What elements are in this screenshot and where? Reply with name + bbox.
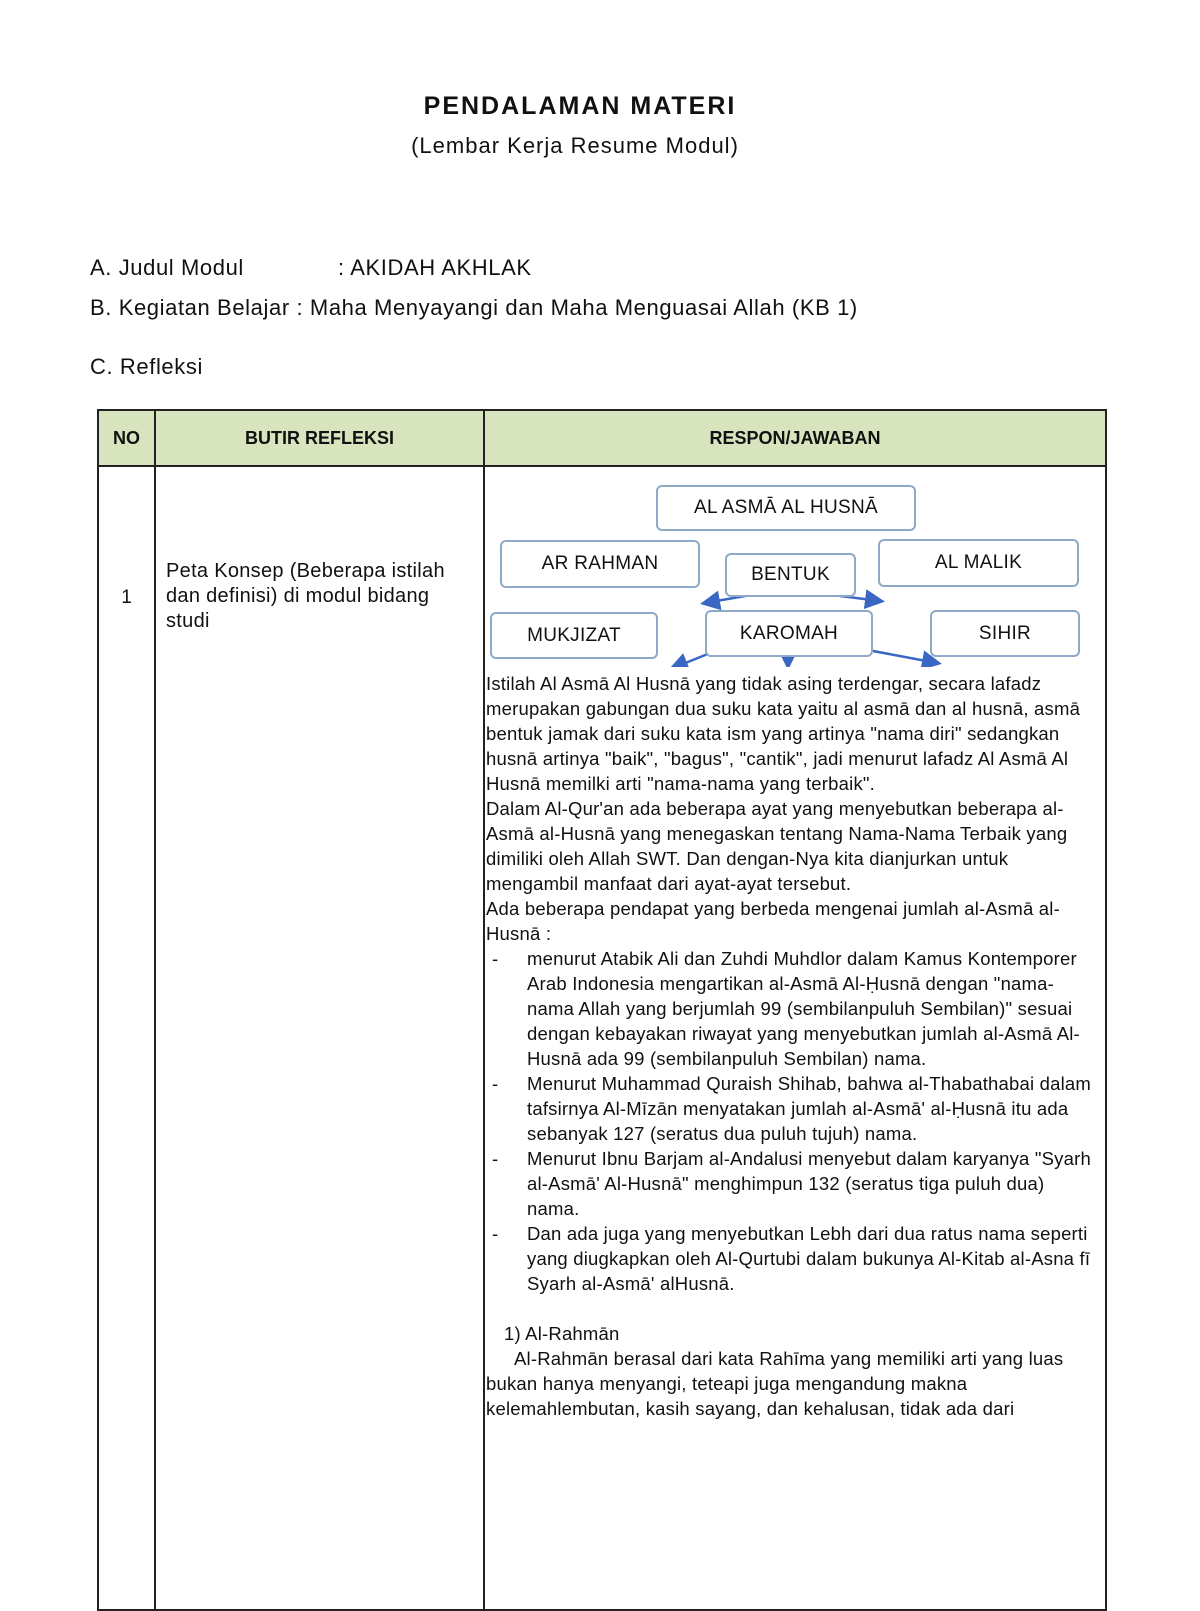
page-subtitle: (Lembar Kerja Resume Modul) <box>411 133 739 158</box>
header-no: NO <box>98 410 155 466</box>
list-item <box>486 1221 1101 1296</box>
kegiatan-belajar-line <box>90 295 858 321</box>
table-header-row <box>98 410 1106 466</box>
judul-modul-value: : AKIDAH AKHLAK <box>338 255 532 280</box>
paragraph-al-rahman <box>486 1346 1101 1421</box>
concept-bentuk: BENTUK <box>725 553 856 597</box>
kegiatan-belajar-label: B. Kegiatan Belajar <box>90 295 290 320</box>
judul-modul-label: A. Judul Modul <box>90 255 244 280</box>
paragraph-al-rahman-text: Al-Rahmān berasal dari kata Rahīma yang memiliki arti yang luas bukan hanya menyangi, teteapi juga mengandung makna kelemahlembutan, kasih sayang, dan kehalusan, tidak ada dari <box>486 1348 1064 1419</box>
list-item <box>486 1146 1101 1221</box>
row-number-cell <box>98 466 155 1610</box>
header-respon: RESPON/JAWABAN <box>484 410 1106 466</box>
paragraph-alquran: Dalam Al-Qur'an ada beberapa ayat yang menyebutkan beberapa al-Asmā al-Husnā yang menegaskan tentang Nama-Nama Terbaik yang dimiliki oleh Allah SWT. Dan dengan-Nya kita dianjurkan untuk mengambil manfaat dari ayat-ayat tersebut. <box>486 798 1068 894</box>
bullet-dash: - <box>492 1073 499 1094</box>
bullet-dash: - <box>492 1148 499 1169</box>
paragraph-pendapat: Ada beberapa pendapat yang berbeda mengenai jumlah al-Asmā al-Husnā : <box>486 898 1060 944</box>
bullet-text: menurut Atabik Ali dan Zuhdi Muhdlor dalam Kamus Kontemporer Arab Indonesia mengartikan al-Asmā Al-Ḥusnā dengan "nama-nama Allah yang berjumlah 99 (sembilanpuluh Sembilan)" sesuai dengan kebayakan riwayat yang menyebutkan jumlah al-Asmā Al-Husnā ada 99 (sembilanpuluh Sembilan) nama. <box>527 948 1080 1069</box>
concept-ar-rahman: AR RAHMAN <box>500 540 700 588</box>
kegiatan-belajar-value: : Maha Menyayangi dan Maha Menguasai Allah (KB 1) <box>296 295 858 320</box>
paragraph-definisi: Istilah Al Asmā Al Husnā yang tidak asing terdengar, secara lafadz merupakan gabungan dua suku kata yaitu al asmā dan al husnā, asmā bentuk jamak dari suku kata ism yang artinya "nama diri" sedangkan husnā artinya "baik", "bagus", "cantik", jadi menurut lafadz Al Asmā Al Husnā memilki arti "nama-nama yang terbaik". <box>486 673 1081 794</box>
row-number: 1 <box>121 587 132 608</box>
bullet-dash: - <box>492 948 499 969</box>
list-item <box>486 946 1101 1071</box>
table-row <box>98 466 1106 1610</box>
bullet-dash: - <box>492 1223 499 1244</box>
row-respon <box>484 466 1106 1610</box>
judul-modul-line <box>90 255 532 281</box>
concept-sihir: SIHIR <box>930 610 1080 657</box>
refleksi-heading: C. Refleksi <box>90 354 203 379</box>
page-title: PENDALAMAN MATERI <box>423 92 737 120</box>
list-item <box>486 1071 1101 1146</box>
response-body <box>486 671 1101 1421</box>
concept-mukjizat: MUKJIZAT <box>490 612 658 659</box>
concept-al-malik: AL MALIK <box>878 539 1079 587</box>
bullet-text: Dan ada juga yang menyebutkan Lebh dari dua ratus nama seperti yang diugkapkan oleh Al-Qurtubi dalam bukunya Al-Kitab al-Asna fī Syarh al-Asmā' alHusnā. <box>527 1223 1091 1294</box>
row-butir: Peta Konsep (Beberapa istilah dan definisi) di modul bidang studi <box>155 466 484 1610</box>
bullet-text: Menurut Ibnu Barjam al-Andalusi menyebut dalam karyanya "Syarh al-Asmā' Al-Husnā" menghimpun 132 (seratus tiga puluh dua) nama. <box>527 1148 1091 1219</box>
numbered-heading-al-rahman: 1) Al-Rahmān <box>504 1323 620 1344</box>
refleksi-table <box>97 409 1107 1611</box>
header-butir: BUTIR REFLEKSI <box>155 410 484 466</box>
bullet-text: Menurut Muhammad Quraish Shihab, bahwa al-Thabathabai dalam tafsirnya Al-Mīzān menyatakan jumlah al-Asmā' al-Ḥusnā itu ada sebanyak 127 (seratus dua puluh tujuh) nama. <box>527 1073 1092 1144</box>
concept-karomah: KAROMAH <box>705 610 873 657</box>
concept-root: AL ASMĀ AL HUSNĀ <box>656 485 916 531</box>
